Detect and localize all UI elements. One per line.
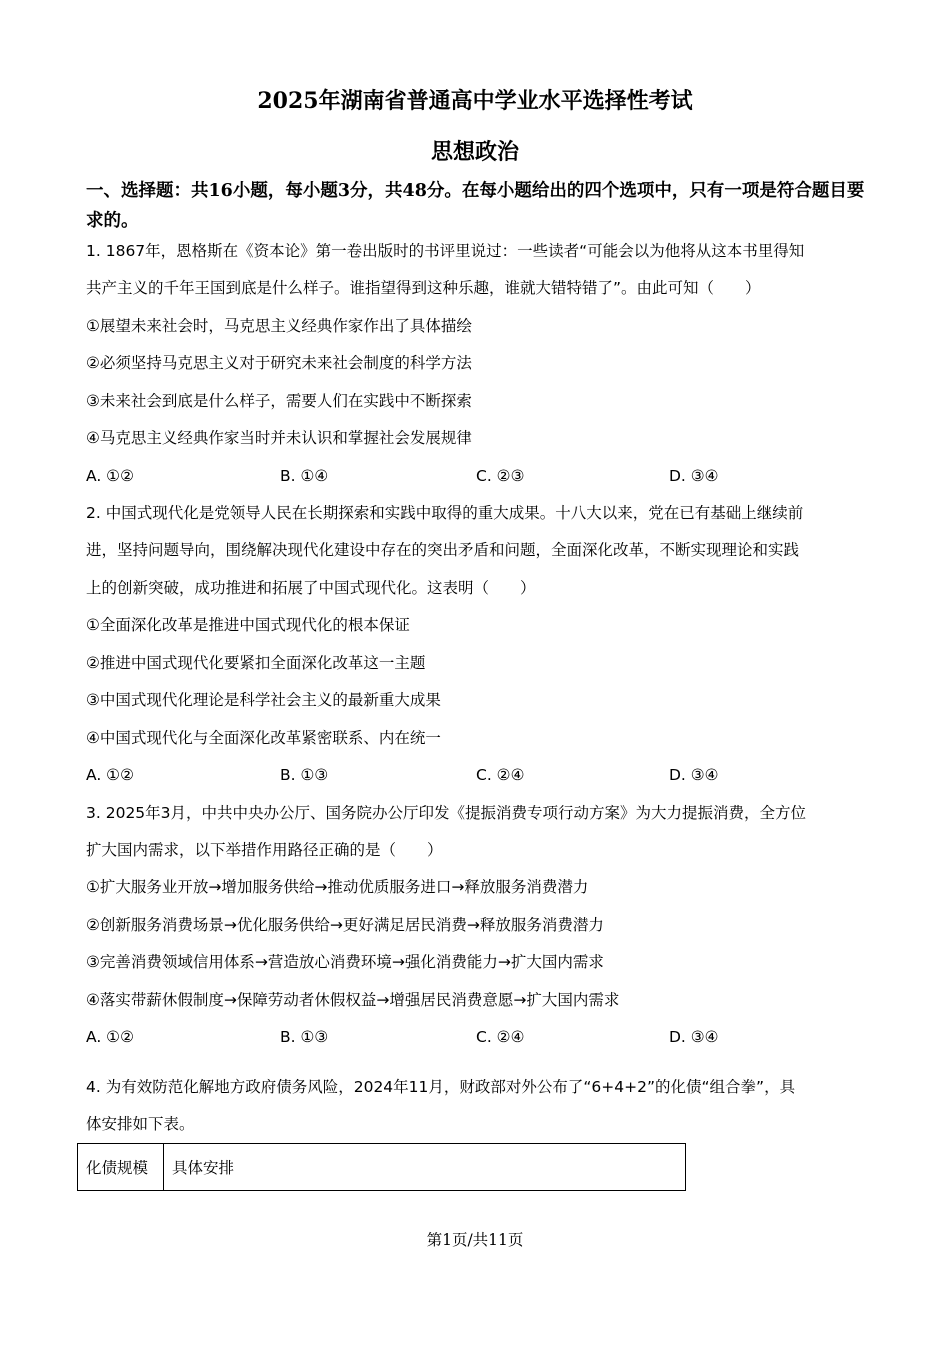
q1-stem-line-1: 1. 1867年，恩格斯在《资本论》第一卷出版时的书评里说过：一些读者“可能会以为他将从这本书里得知 bbox=[86, 242, 805, 260]
q3-statement-1: ①扩大服务业开放→增加服务供给→推动优质服务进口→释放服务消费潜力 bbox=[86, 878, 589, 896]
q2-option-d: D. ③④ bbox=[669, 766, 719, 784]
q1-stem-line-2: 共产主义的千年王国到底是什么样子。谁指望得到这种乐趣，谁就大错特错了”。由此可知（ ） bbox=[86, 279, 761, 297]
q2-statement-2: ②推进中国式现代化要紧扣全面深化改革这一主题 bbox=[86, 654, 426, 672]
q3-option-a: A. ①② bbox=[86, 1028, 134, 1046]
page-number: 第1页/共11页 bbox=[426, 1231, 524, 1249]
q2-stem-line-1: 2. 中国式现代化是党领导人民在长期探索和实践中取得的重大成果。十八大以来，党在已有基础上继续前 bbox=[86, 504, 804, 522]
q1-statement-2: ②必须坚持马克思主义对于研究未来社会制度的科学方法 bbox=[86, 354, 472, 372]
q2-option-a: A. ①② bbox=[86, 766, 134, 784]
q1-option-d: D. ③④ bbox=[669, 467, 719, 485]
q3-option-b: B. ①③ bbox=[280, 1028, 329, 1046]
q2-option-b: B. ①③ bbox=[280, 766, 329, 784]
q2-stem-line-2: 进，坚持问题导向，围绕解决现代化建设中存在的突出矛盾和问题，全面深化改革，不断实现理论和实践 bbox=[86, 541, 800, 559]
table-header-arrangement: 具体安排 bbox=[172, 1159, 235, 1177]
q1-statement-3: ③未来社会到底是什么样子，需要人们在实践中不断探索 bbox=[86, 392, 472, 410]
subject-title: 思想政治 bbox=[430, 139, 519, 165]
exam-title: 2025年湖南省普通高中学业水平选择性考试 bbox=[257, 88, 693, 114]
q2-option-c: C. ②④ bbox=[476, 766, 525, 784]
section-heading: 一、选择题：共16小题，每小题3分，共48分。在每小题给出的四个选项中，只有一项是符合题目要求的。 bbox=[86, 181, 865, 231]
q3-option-d: D. ③④ bbox=[669, 1028, 719, 1046]
q2-statement-3: ③中国式现代化理论是科学社会主义的最新重大成果 bbox=[86, 691, 441, 709]
q3-statement-4: ④落实带薪休假制度→保障劳动者休假权益→增强居民消费意愿→扩大国内需求 bbox=[86, 991, 620, 1009]
q1-option-b: B. ①④ bbox=[280, 467, 329, 485]
q3-stem-line-1: 3. 2025年3月，中共中央办公厅、国务院办公厅印发《提振消费专项行动方案》为大力提振消费，全方位 bbox=[86, 804, 807, 822]
q1-option-a: A. ①② bbox=[86, 467, 134, 485]
q3-stem-line-2: 扩大国内需求，以下举措作用路径正确的是（ ） bbox=[86, 841, 443, 859]
q3-statement-3: ③完善消费领域信用体系→营造放心消费环境→强化消费能力→扩大国内需求 bbox=[86, 953, 604, 971]
q2-statement-1: ①全面深化改革是推进中国式现代化的根本保证 bbox=[86, 616, 410, 634]
q1-statement-4: ④马克思主义经典作家当时并未认识和掌握社会发展规律 bbox=[86, 429, 472, 447]
q2-stem-line-3: 上的创新突破，成功推进和拓展了中国式现代化。这表明（ ） bbox=[86, 579, 536, 597]
q2-statement-4: ④中国式现代化与全面深化改革紧密联系、内在统一 bbox=[86, 729, 441, 747]
debt-arrangement-table bbox=[77, 1143, 686, 1191]
table-header-scale: 化债规模 bbox=[78, 1144, 164, 1190]
q3-statement-2: ②创新服务消费场景→优化服务供给→更好满足居民消费→释放服务消费潜力 bbox=[86, 916, 604, 934]
q1-statement-1: ①展望未来社会时，马克思主义经典作家作出了具体描绘 bbox=[86, 317, 472, 335]
q3-option-c: C. ②④ bbox=[476, 1028, 525, 1046]
q1-option-c: C. ②③ bbox=[476, 467, 525, 485]
q4-stem-line-2: 体安排如下表。 bbox=[86, 1115, 195, 1133]
q4-stem-line-1: 4. 为有效防范化解地方政府债务风险，2024年11月，财政部对外公布了“6+4+2”的化债“组合拳”，具 bbox=[86, 1078, 796, 1096]
